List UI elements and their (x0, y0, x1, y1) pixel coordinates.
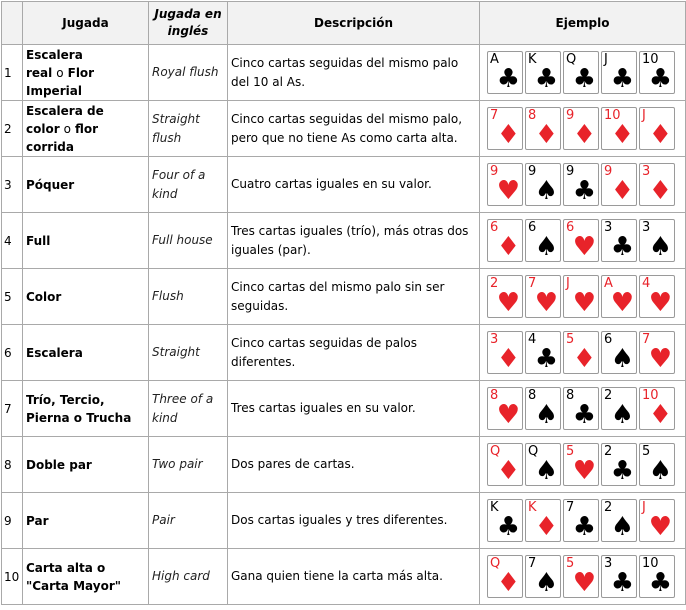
hand-name: Escalera (26, 345, 83, 360)
card-rank: J (642, 108, 646, 123)
hand-description: Dos cartas iguales y tres diferentes. (228, 493, 480, 549)
hand-description: Dos pares de cartas. (228, 437, 480, 493)
diamonds-suit-icon: ♦ (496, 232, 520, 262)
hand-description: Tres cartas iguales (trío), más otras dos iguales (par). (228, 213, 480, 269)
diamonds-suit-icon: ♦ (610, 120, 634, 150)
playing-card (639, 51, 675, 94)
hand-name: Escalera de color (26, 103, 104, 136)
card-rank: A (490, 52, 499, 67)
playing-card (563, 443, 599, 486)
example-cell (480, 549, 686, 605)
hand-description: Gana quien tiene la carta más alta. (228, 549, 480, 605)
card-row (487, 219, 685, 262)
playing-card (525, 443, 561, 486)
card-rank: Q (566, 52, 577, 67)
playing-card (639, 163, 675, 206)
card-rank: 6 (490, 220, 499, 235)
card-rank: 9 (566, 164, 575, 179)
card-rank: J (642, 500, 646, 515)
playing-card (487, 219, 523, 262)
header-jugada: Jugada (23, 2, 149, 45)
card-rank: 5 (566, 556, 575, 571)
row-number: 3 (2, 157, 23, 213)
card-rank: 3 (642, 164, 651, 179)
row-number: 2 (2, 101, 23, 157)
playing-card (563, 163, 599, 206)
hand-name: Full (26, 233, 51, 248)
row-number: 6 (2, 325, 23, 381)
card-rank: Q (490, 556, 501, 571)
diamonds-suit-icon: ♦ (572, 120, 596, 150)
hand-name: Carta alta o "Carta Mayor" (26, 560, 121, 593)
card-row (487, 387, 685, 430)
row-number: 4 (2, 213, 23, 269)
playing-card (487, 163, 523, 206)
playing-card (601, 51, 637, 94)
playing-card (525, 275, 561, 318)
clubs-suit-icon: ♣ (572, 400, 596, 430)
card-rank: 2 (490, 276, 499, 291)
card-rank: 8 (566, 388, 575, 403)
playing-card (563, 51, 599, 94)
playing-card (601, 555, 637, 598)
example-cell (480, 437, 686, 493)
card-rank: 10 (642, 388, 659, 403)
card-rank: 8 (528, 388, 537, 403)
hearts-suit-icon: ♥ (610, 288, 634, 318)
playing-card (639, 275, 675, 318)
clubs-suit-icon: ♣ (572, 64, 596, 94)
playing-card (563, 219, 599, 262)
card-rank: A (604, 276, 613, 291)
hand-name-cell (23, 549, 149, 605)
card-rank: 8 (490, 388, 499, 403)
card-row (487, 51, 685, 94)
table-row (2, 45, 686, 101)
table-body (2, 45, 686, 605)
card-row (487, 555, 685, 598)
clubs-suit-icon: ♣ (610, 64, 634, 94)
example-cell (480, 381, 686, 437)
card-rank: 2 (604, 388, 613, 403)
hearts-suit-icon: ♥ (496, 288, 520, 318)
hand-description: Cinco cartas del mismo palo sin ser seguidas. (228, 269, 480, 325)
card-rank: 8 (528, 108, 537, 123)
hand-name-cell (23, 45, 149, 101)
clubs-suit-icon: ♣ (610, 232, 634, 262)
playing-card (525, 219, 561, 262)
hand-english: Royal flush (149, 45, 228, 101)
card-rank: 10 (642, 52, 659, 67)
clubs-suit-icon: ♣ (534, 344, 558, 374)
playing-card (639, 555, 675, 598)
row-number: 8 (2, 437, 23, 493)
hand-name-cell (23, 213, 149, 269)
hand-english: Full house (149, 213, 228, 269)
card-row (487, 443, 685, 486)
diamonds-suit-icon: ♦ (648, 120, 672, 150)
table-row (2, 381, 686, 437)
hand-english: Three of a kind (149, 381, 228, 437)
card-rank: 3 (604, 556, 613, 571)
card-rank: J (566, 276, 570, 291)
hand-english: Straight flush (149, 101, 228, 157)
card-rank: K (490, 500, 499, 515)
hand-name-connector: o (63, 121, 71, 136)
row-number: 9 (2, 493, 23, 549)
card-rank: 9 (604, 164, 613, 179)
playing-card (525, 555, 561, 598)
clubs-suit-icon: ♣ (610, 456, 634, 486)
row-number: 5 (2, 269, 23, 325)
diamonds-suit-icon: ♦ (496, 120, 520, 150)
table-row (2, 157, 686, 213)
playing-card (601, 219, 637, 262)
diamonds-suit-icon: ♦ (496, 344, 520, 374)
hand-english: Four of a kind (149, 157, 228, 213)
hand-description: Cuatro cartas iguales en su valor. (228, 157, 480, 213)
hand-name-cell (23, 493, 149, 549)
card-rank: 5 (566, 444, 575, 459)
hand-name-alt: flor corrida (26, 121, 99, 154)
clubs-suit-icon: ♣ (648, 568, 672, 598)
card-rank: 4 (642, 276, 651, 291)
card-rank: 10 (604, 108, 621, 123)
hand-name-cell (23, 101, 149, 157)
clubs-suit-icon: ♣ (534, 64, 558, 94)
hand-name: Color (26, 289, 62, 304)
clubs-suit-icon: ♣ (496, 64, 520, 94)
playing-card (525, 51, 561, 94)
spades-suit-icon: ♠ (610, 344, 634, 374)
spades-suit-icon: ♠ (534, 568, 558, 598)
hearts-suit-icon: ♥ (648, 344, 672, 374)
diamonds-suit-icon: ♦ (648, 176, 672, 206)
hand-name: Trío, Tercio, Pierna o Trucha (26, 392, 132, 425)
hand-name-connector: o (56, 65, 64, 80)
clubs-suit-icon: ♣ (572, 512, 596, 542)
diamonds-suit-icon: ♦ (648, 400, 672, 430)
card-rank: 9 (490, 164, 499, 179)
card-rank: 6 (604, 332, 613, 347)
table-row (2, 549, 686, 605)
example-cell (480, 269, 686, 325)
table-row (2, 213, 686, 269)
playing-card (601, 163, 637, 206)
clubs-suit-icon: ♣ (648, 64, 672, 94)
clubs-suit-icon: ♣ (496, 512, 520, 542)
clubs-suit-icon: ♣ (610, 568, 634, 598)
playing-card (563, 387, 599, 430)
playing-card (487, 499, 523, 542)
diamonds-suit-icon: ♦ (610, 176, 634, 206)
playing-card (601, 107, 637, 150)
clubs-suit-icon: ♣ (572, 176, 596, 206)
hearts-suit-icon: ♥ (534, 288, 558, 318)
playing-card (487, 331, 523, 374)
diamonds-suit-icon: ♦ (496, 568, 520, 598)
header-row (2, 2, 686, 45)
card-rank: 10 (642, 556, 659, 571)
playing-card (639, 331, 675, 374)
card-rank: 9 (528, 164, 537, 179)
playing-card (487, 387, 523, 430)
card-rank: 2 (604, 444, 613, 459)
playing-card (563, 499, 599, 542)
playing-card (487, 275, 523, 318)
card-rank: 5 (566, 332, 575, 347)
spades-suit-icon: ♠ (610, 512, 634, 542)
hand-description: Cinco cartas seguidas del mismo palo, pero que no tiene As como carta alta. (228, 101, 480, 157)
spades-suit-icon: ♠ (534, 176, 558, 206)
spades-suit-icon: ♠ (610, 400, 634, 430)
playing-card (487, 107, 523, 150)
card-rank: 5 (642, 444, 651, 459)
card-rank: 6 (528, 220, 537, 235)
card-rank: 3 (642, 220, 651, 235)
playing-card (601, 499, 637, 542)
poker-hands-table (1, 1, 686, 605)
playing-card (487, 443, 523, 486)
header-ejemplo: Ejemplo (480, 2, 686, 45)
hand-english: Two pair (149, 437, 228, 493)
playing-card (525, 387, 561, 430)
card-rank: Q (490, 444, 501, 459)
card-rank: 7 (490, 108, 499, 123)
header-english: Jugada en inglés (149, 2, 228, 45)
card-rank: 9 (566, 108, 575, 123)
diamonds-suit-icon: ♦ (572, 344, 596, 374)
card-rank: 3 (490, 332, 499, 347)
diamonds-suit-icon: ♦ (534, 120, 558, 150)
hand-english: Straight (149, 325, 228, 381)
spades-suit-icon: ♠ (534, 400, 558, 430)
playing-card (601, 443, 637, 486)
table-row (2, 493, 686, 549)
hand-name-alt: Flor Imperial (26, 65, 95, 98)
example-cell (480, 45, 686, 101)
hand-english: Flush (149, 269, 228, 325)
card-row (487, 275, 685, 318)
card-rank: 7 (528, 556, 537, 571)
playing-card (639, 443, 675, 486)
header-descripcion: Descripción (228, 2, 480, 45)
hearts-suit-icon: ♥ (496, 400, 520, 430)
table-row (2, 325, 686, 381)
hand-name: Doble par (26, 457, 92, 472)
example-cell (480, 325, 686, 381)
playing-card (639, 219, 675, 262)
playing-card (525, 499, 561, 542)
row-number: 7 (2, 381, 23, 437)
playing-card (601, 387, 637, 430)
hand-name: Par (26, 513, 49, 528)
spades-suit-icon: ♠ (648, 456, 672, 486)
card-rank: 6 (566, 220, 575, 235)
table-row (2, 269, 686, 325)
spades-suit-icon: ♠ (534, 456, 558, 486)
table-row (2, 101, 686, 157)
hand-name: Póquer (26, 177, 75, 192)
hearts-suit-icon: ♥ (572, 288, 596, 318)
card-row (487, 163, 685, 206)
hand-name: Escalera real (26, 47, 83, 80)
card-rank: J (604, 52, 608, 67)
row-number: 1 (2, 45, 23, 101)
table-row (2, 437, 686, 493)
playing-card (525, 163, 561, 206)
playing-card (563, 275, 599, 318)
card-rank: Q (528, 444, 539, 459)
playing-card (525, 107, 561, 150)
card-rank: 3 (604, 220, 613, 235)
playing-card (487, 555, 523, 598)
hand-name-cell (23, 269, 149, 325)
playing-card (601, 275, 637, 318)
playing-card (601, 331, 637, 374)
hearts-suit-icon: ♥ (648, 512, 672, 542)
hand-name-cell (23, 437, 149, 493)
example-cell (480, 493, 686, 549)
playing-card (639, 387, 675, 430)
header-index (2, 2, 23, 45)
card-row (487, 107, 685, 150)
row-number: 10 (2, 549, 23, 605)
spades-suit-icon: ♠ (648, 232, 672, 262)
card-rank: 7 (642, 332, 651, 347)
card-rank: K (528, 500, 537, 515)
hand-english: Pair (149, 493, 228, 549)
example-cell (480, 101, 686, 157)
hearts-suit-icon: ♥ (572, 456, 596, 486)
hand-name-cell (23, 157, 149, 213)
hand-description: Cinco cartas seguidas de palos diferentes. (228, 325, 480, 381)
hearts-suit-icon: ♥ (496, 176, 520, 206)
hand-name-cell (23, 381, 149, 437)
example-cell (480, 213, 686, 269)
hand-description: Cinco cartas seguidas del mismo palo del 10 al As. (228, 45, 480, 101)
hearts-suit-icon: ♥ (572, 232, 596, 262)
example-cell (480, 157, 686, 213)
diamonds-suit-icon: ♦ (534, 512, 558, 542)
card-rank: 2 (604, 500, 613, 515)
playing-card (563, 331, 599, 374)
playing-card (487, 51, 523, 94)
playing-card (525, 331, 561, 374)
hand-description: Tres cartas iguales en su valor. (228, 381, 480, 437)
hearts-suit-icon: ♥ (572, 568, 596, 598)
card-row (487, 331, 685, 374)
diamonds-suit-icon: ♦ (496, 456, 520, 486)
hearts-suit-icon: ♥ (648, 288, 672, 318)
playing-card (563, 107, 599, 150)
hand-english: High card (149, 549, 228, 605)
hand-name-cell (23, 325, 149, 381)
card-rank: 7 (528, 276, 537, 291)
card-row (487, 499, 685, 542)
spades-suit-icon: ♠ (534, 232, 558, 262)
card-rank: 4 (528, 332, 537, 347)
playing-card (639, 107, 675, 150)
card-rank: 7 (566, 500, 575, 515)
playing-card (563, 555, 599, 598)
playing-card (639, 499, 675, 542)
card-rank: K (528, 52, 537, 67)
